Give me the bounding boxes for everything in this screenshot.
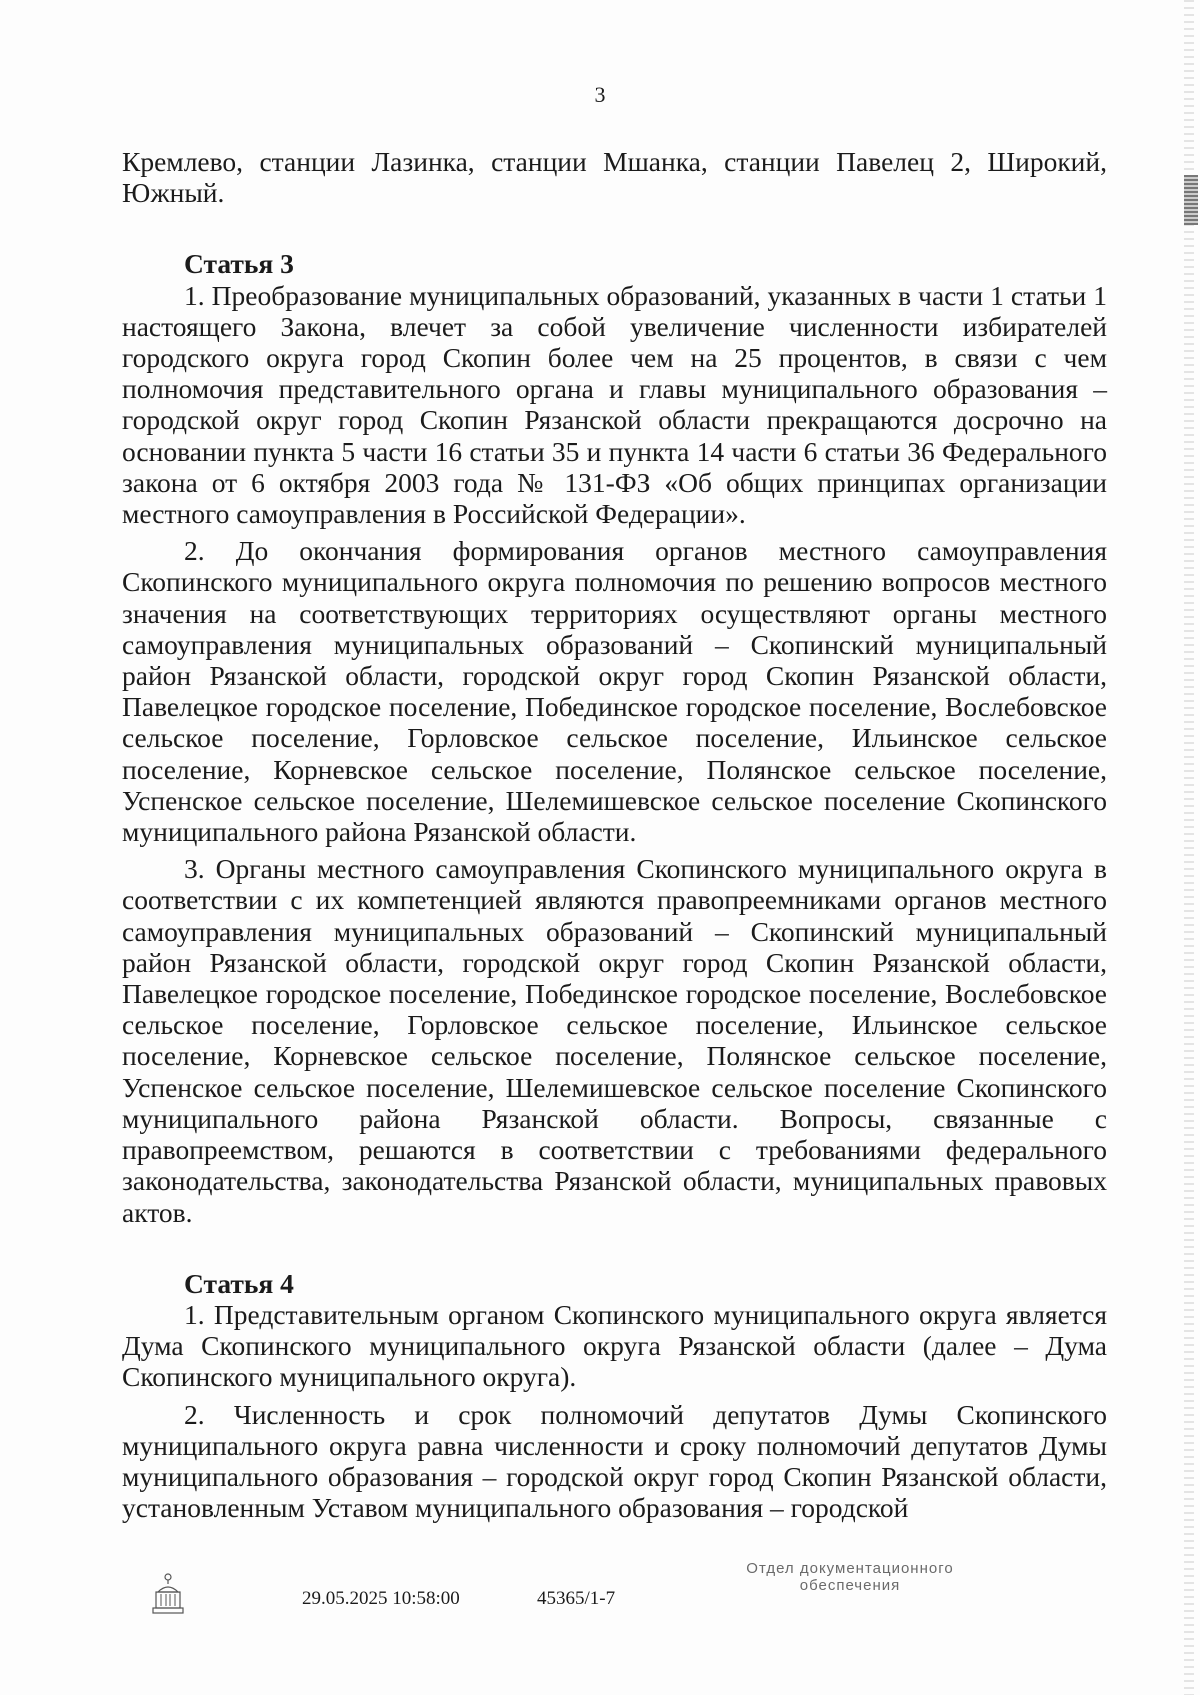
article-4-paragraph-1: 1. Представительным органом Скопинского муниципального округа является Дума Скопинского муниципального округа Рязанской области (далее – Дума Скопинского муниципального округа).	[122, 1298, 1107, 1393]
footer-document-number: 45365/1-7	[537, 1588, 616, 1609]
stamp-line-2: обеспечения	[799, 1577, 901, 1594]
scan-mark-artifact	[1184, 175, 1198, 225]
article-4-paragraph-2: 2. Численность и срок полномочий депутатов Думы Скопинского муниципального округа равна численности и сроку полномочий депутатов Думы муниципального образования – городской округ город Скопин Рязанской области, установленным Уставом муниципального образования – городской	[122, 1398, 1107, 1524]
article-3-paragraph-2: 2. До окончания формирования органов местного самоуправления Скопинского муниципального округа полномочия по решению вопросов местного значения на соответствующих территориях осуществляют органы местного самоуправления муниципальных образований – Скопинский муниципальный район Рязанской области, городской округ город Скопин Рязанской области, Павелецкое городское поселение, Побединское городское поселение, Вослебовское сельское поселение, Горловское сельское поселение, Ильинское сельское поселение, Корневское сельское поселение, Полянское сельское поселение, Успенское сельское поселение, Шелемишевское сельское поселение Скопинского муниципального района Рязанской области.	[122, 535, 1107, 848]
article-3-heading: Статья 3	[184, 248, 294, 280]
article-3-paragraph-3: 3. Органы местного самоуправления Скопинского муниципального округа в соответствии с их компетенцией являются правопреемниками органов местного самоуправления муниципальных образований – Скопинский муниципальный район Рязанской области, городской округ город Скопин Рязанской области, Павелецкое городское поселение, Побединское городское поселение, Вослебовское сельское поселение, Горловское сельское поселение, Ильинское сельское поселение, Корневское сельское поселение, Полянское сельское поселение, Успенское сельское поселение, Шелемишевское сельское поселение Скопинского муниципального района Рязанской области. Вопросы, связанные с правопреемством, решаются в соответствии с требованиями федерального законодательства, законодательства Рязанской области, муниципальных правовых актов.	[122, 853, 1107, 1228]
document-body	[122, 146, 1107, 1529]
stamp-line-1: Отдел документационного	[746, 1560, 954, 1577]
page-number: 3	[594, 82, 606, 107]
article-3-paragraph-1: 1. Преобразование муниципальных образований, указанных в части 1 статьи 1 настоящего Закона, влечет за собой увеличение численности избирателей городского округа город Скопин более чем на 25 процентов, в связи с чем полномочия представительного органа и главы муниципального образования – городской округ город Скопин Рязанской области прекращаются досрочно на основании пункта 5 части 16 статьи 35 и пункта 14 части 6 статьи 36 Федерального закона от 6 октября 2003 года № 131-ФЗ «Об общих принципах организации местного самоуправления в Российской Федерации».	[122, 279, 1107, 530]
scan-edge-artifact	[1184, 0, 1194, 1695]
footer-datetime: 29.05.2025 10:58:00	[302, 1588, 460, 1609]
paragraph-continuation: Кремлево, станции Лазинка, станции Мшанка, станции Павелец 2, Широкий, Южный.	[122, 146, 1107, 209]
department-stamp	[700, 1560, 1000, 1594]
building-emblem-icon	[150, 1572, 186, 1616]
article-4-heading: Статья 4	[184, 1267, 294, 1299]
